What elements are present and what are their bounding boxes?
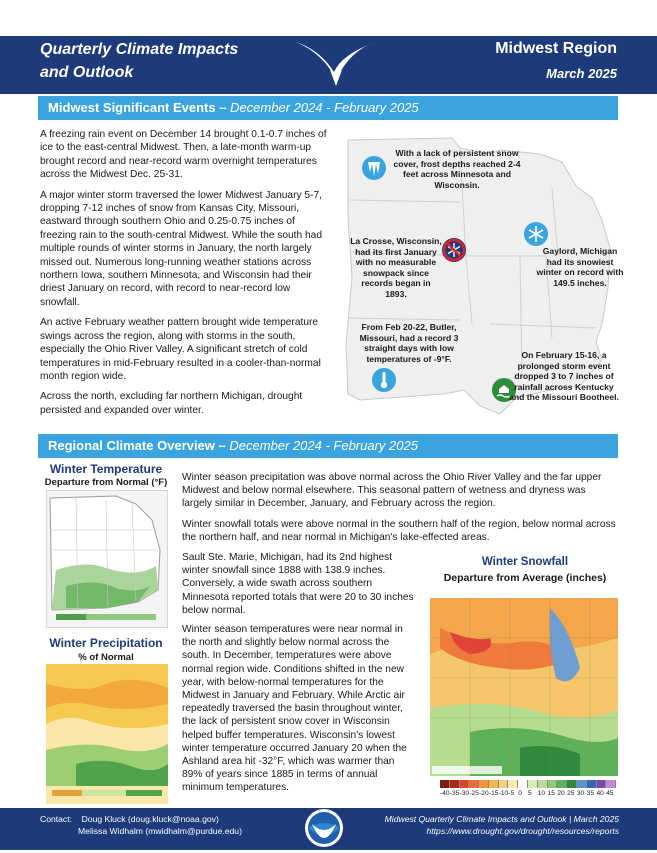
snowfall-legend-swatch [489, 780, 499, 788]
snowfall-legend-swatch [469, 780, 479, 788]
footer-contact [40, 813, 242, 837]
events-paragraph: A major winter storm traversed the lower Midwest January 5-7, dropping 7-12 inches of snow from Kansas City, Missouri, eastward through southern Ohio and 0.25-0.75 inches of freezing rain to the south-central Midwest. While the south had multiple rounds of winter storms in January, the north largely missed out. Numerous long-running weather stations across northern Iowa, southern Minnesota, and Wisconsin had their driest January on record, with record to near-record low snowfall. [40, 189, 323, 308]
snowfall-legend-swatch [587, 780, 597, 788]
winter-temperature-subtitle: Departure from Normal (°F) [44, 477, 168, 488]
snowfall-legend-label: -10 [498, 790, 509, 797]
snowfall-legend-label: -25 [469, 790, 479, 797]
contact-widhalm[interactable]: Melissa Widhalm (mwidhalm@purdue.edu) [78, 826, 242, 836]
significant-events-text [40, 128, 328, 424]
snowfall-legend-label: 25 [567, 790, 575, 797]
regional-overview-period: December 2024 - February 2025 [229, 438, 418, 453]
header-title [40, 38, 340, 84]
regional-overview-heading-text: Regional Climate Overview – [48, 438, 226, 453]
publication-title: Midwest Quarterly Climate Impacts and Outlook | March 2025 [384, 814, 619, 824]
events-paragraph: A freezing rain event on December 14 brought 0.1-0.7 inches of ice to the east-central Midwest. Then, a late-month warm-up brought record and near-record warm overnight temperatures across the Midwest Dec. 25-31. [40, 129, 327, 181]
snowfall-legend-swatch [518, 780, 528, 788]
winter-temperature-map [46, 490, 168, 628]
snowfall-legend-labels [436, 790, 620, 800]
winter-precipitation-title: Winter Precipitation [49, 636, 163, 650]
snowfall-legend [430, 780, 618, 802]
winter-precipitation-map [46, 664, 168, 804]
regional-overview-heading [38, 434, 618, 458]
overview-paragraph: Winter snowfall totals were above normal in the southern half of the region, below normal across the northern half, and near normal in Michigan's lake-effected areas. [182, 518, 616, 543]
events-paragraph: An active February weather pattern brought wide temperature swings across the region, along with storms in the south, especially the Ohio River Valley. A significant stretch of cold temperatures in mid-February resulted in a cooler-than-normal month region wide. [40, 317, 321, 382]
snowfall-legend-label: 30 [576, 790, 585, 797]
contact-label: Contact: [40, 814, 73, 824]
significant-events-heading-text: Midwest Significant Events – [48, 100, 227, 115]
header-title-line1: Quarterly Climate Impacts [40, 41, 239, 58]
winter-precipitation-subtitle: % of Normal [78, 652, 134, 663]
midwest-events-map [340, 128, 624, 418]
header-date: March 2025 [546, 66, 617, 81]
butler-callout: From Feb 20-22, Butler, Missouri, had a record 3 straight days with low temperatures of -9°F. [359, 322, 459, 364]
snowfall-legend-swatch [538, 780, 548, 788]
snowfall-legend-swatch [606, 780, 616, 788]
snowfall-legend-swatch [557, 780, 567, 788]
footer-publication [385, 813, 619, 837]
snowfall-legend-swatch [460, 780, 470, 788]
kentucky-rain-callout: On February 15-16, a prolonged storm event dropped 3 to 7 inches of rainfall across Kentucky and the Missouri Bootheel. [509, 350, 619, 403]
snowfall-legend-label: 45 [606, 790, 614, 797]
lacrosse-callout: La Crosse, Wisconsin, had its first January with no measurable snowpack since records began in 1893. [350, 236, 442, 299]
snowfall-legend-label: -30 [459, 790, 470, 797]
snowfall-legend-swatch [597, 780, 607, 788]
snowfall-legend-swatches [440, 780, 616, 788]
snowfall-legend-label: -35 [449, 790, 460, 797]
snowfall-legend-label: -15 [488, 790, 499, 797]
significant-events-period: December 2024 - February 2025 [230, 100, 419, 115]
winter-snowfall-title: Winter Snowfall [481, 556, 569, 568]
snowfall-legend-swatch [567, 780, 577, 788]
snowfall-legend-swatch [440, 780, 450, 788]
frost-depth-callout: With a lack of persistent snow cover, frost depths reached 2-4 feet across Minnesota and Wisconsin. [393, 148, 521, 190]
snowfall-legend-swatch [548, 780, 558, 788]
snowfall-legend-swatch [479, 780, 489, 788]
snowfall-legend-swatch [450, 780, 460, 788]
overview-paragraph: Winter season precipitation was above normal across the Ohio River Valley and the far upper Midwest and below normal elsewhere. This seasonal pattern of wetness and dryness was largely similar in December, January, and February across the region. [182, 472, 602, 510]
winter-snowfall-subtitle: Departure from Average (inches) [443, 572, 607, 584]
header-title-line2: and Outlook [40, 64, 134, 81]
reports-link[interactable]: https://www.drought.gov/drought/resources/reports [426, 826, 619, 836]
snowfall-legend-label: -40 [440, 790, 450, 797]
snowfall-legend-label: 5 [528, 790, 532, 797]
contact-kluck[interactable]: Doug Kluck (doug.kluck@noaa.gov) [81, 814, 219, 824]
significant-events-heading [38, 96, 618, 120]
overview-paragraph: Sault Ste. Marie, Michigan, had its 2nd highest winter snowfall since 1888 with 138.9 inches. Conversely, a wide swath across southern Minnesota reported totals that were 20 to 30 inches below normal. [182, 552, 414, 616]
events-paragraph: Across the north, excluding far northern Michigan, drought persisted and expanded over winter. [40, 391, 303, 416]
snowfall-legend-label: 0 [518, 790, 522, 797]
noaa-logo [304, 808, 344, 848]
snowfall-legend-label: 20 [557, 790, 565, 797]
snowfall-legend-swatch [508, 780, 518, 788]
snowfall-legend-swatch [528, 780, 538, 788]
snowfall-legend-label: 35 [586, 790, 594, 797]
winter-temperature-title: Winter Temperature [49, 462, 163, 476]
gaylord-callout: Gaylord, Michigan had its snowiest winter on record with 149.5 inches. [536, 246, 624, 288]
snowfall-legend-label: 10 [537, 790, 546, 797]
header-region: Midwest Region [495, 40, 617, 57]
snowfall-legend-label: 15 [547, 790, 555, 797]
snowfall-legend-swatch [499, 780, 509, 788]
snowfall-legend-label: -5 [508, 790, 515, 797]
winter-snowfall-map [430, 598, 618, 776]
overview-paragraph: Winter season temperatures were near normal in the north and slightly below normal across the south. In December, temperatures were above normal region wide. Conditions shifted in the new year, with below-normal temperatures for the Midwest in January and February. While Arctic air repeatedly traversed the basin throughout winter, the lack of persistent snow cover in Wisconsin helped buffer temperatures. Wisconsin's lowest winter temperature occurred January 20 when the Ashland area hit -32°F, which was warmer than 89% of years since 1885 in terms of annual minimum temperatures. [182, 624, 407, 794]
snowfall-legend-label: 40 [596, 790, 604, 797]
snowfall-legend-swatch [577, 780, 587, 788]
snowfall-legend-label: -20 [479, 790, 489, 797]
